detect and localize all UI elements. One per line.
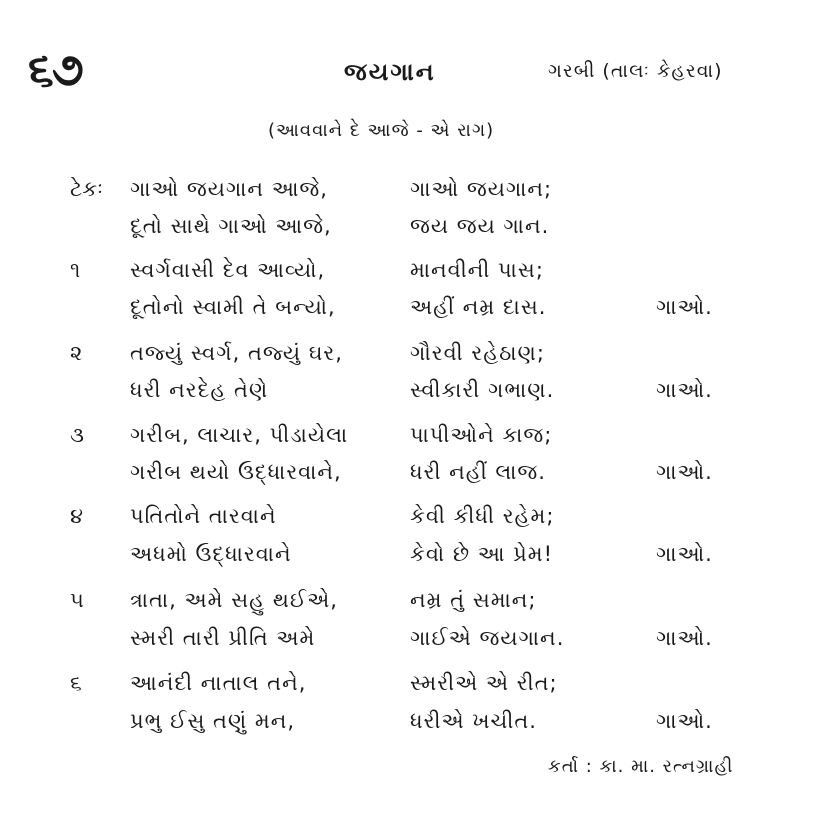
refrain-cue: ગાઓ. (656, 378, 713, 402)
line-part-2: સ્મરીએ એ રીત; (410, 671, 558, 695)
hymn-number: ૬૭ (28, 42, 82, 96)
verse-line (0, 665, 826, 701)
refrain-cue: ગાઓ. (656, 542, 713, 566)
verse-number: ૨ (70, 341, 83, 365)
line-part-1: પતિતોને તારવાને (130, 504, 277, 528)
line-part-2: જય જય ગાન. (410, 214, 550, 238)
refrain-cue: ગાઓ. (656, 709, 713, 733)
verse-line (0, 372, 826, 408)
verse-line (0, 252, 826, 288)
line-part-2: કેવી કીધી રહેમ; (410, 504, 555, 528)
line-part-1: સ્મરી તારી પ્રીતિ અમે (130, 626, 316, 650)
line-part-1: સ્વર્ગવાસી દેવ આવ્યો, (130, 258, 326, 282)
line-part-1: આનંદી નાતાલ તને, (130, 671, 307, 695)
verse-number: ૩ (70, 423, 84, 447)
verse-number: ૬ (70, 671, 82, 695)
verse-line (0, 335, 826, 371)
refrain-cue: ગાઓ. (656, 626, 713, 650)
verse-line (0, 582, 826, 618)
verse-line (0, 620, 826, 656)
verse-line (0, 289, 826, 325)
verse-number: ૧ (70, 258, 81, 282)
refrain-cue: ગાઓ. (656, 295, 713, 319)
verse-number: ૫ (70, 588, 84, 612)
line-part-2: ગાઈએ જયગાન. (410, 626, 565, 650)
refrain-cue: ગાઓ. (656, 460, 713, 484)
line-part-2: ગૌરવી રહેઠાણ; (410, 341, 545, 365)
line-part-2: ધરીએ ખચીત. (410, 709, 537, 733)
verse-number: ૪ (70, 504, 84, 528)
chorus-label: ટેકઃ (70, 177, 104, 201)
verse-line (0, 454, 826, 490)
line-part-1: પ્રભુ ઈસુ તણું મન, (130, 709, 296, 733)
line-part-1: ગાઓ જયગાન આજે, (130, 177, 328, 201)
hymn-meter: ગરબી (તાલઃ કેહરવા) (548, 60, 723, 82)
line-part-1: ગરીબ થયો ઉદ્ધારવાને, (130, 460, 342, 484)
verse-line (0, 703, 826, 739)
line-part-1: દૂતો સાથે ગાઓ આજે, (130, 214, 332, 238)
line-part-2: ધરી નહીં લાજ. (410, 460, 546, 484)
chorus-line (0, 171, 826, 207)
line-part-2: અહીં નમ્ર દાસ. (410, 295, 547, 319)
line-part-2: ગાઓ જયગાન; (410, 177, 553, 201)
verse-line (0, 536, 826, 572)
hymn-title: જયગાન (344, 58, 436, 86)
chorus-line (0, 208, 826, 244)
line-part-1: ધરી નરદેહ તેણે (130, 378, 269, 402)
verse-line (0, 417, 826, 453)
line-part-1: તજ્યું સ્વર્ગ, તજ્યું ઘર, (130, 341, 343, 365)
verse-line (0, 498, 826, 534)
line-part-1: અધમો ઉદ્ધારવાને (130, 542, 292, 566)
line-part-2: નમ્ર તું સમાન; (410, 588, 537, 612)
line-part-1: દૂતોનો સ્વામી તે બન્યો, (130, 295, 336, 319)
line-part-1: ગરીબ, લાચાર, પીડાયેલા (130, 423, 349, 447)
author-credit: કર્તા : કા. મા. રત્નગ્રાહી (548, 756, 734, 777)
line-part-2: માનવીની પાસ; (410, 258, 544, 282)
line-part-2: સ્વીકારી ગભાણ. (410, 378, 555, 402)
hymn-tune: (આવવાને દે આજે - એ રાગ) (268, 120, 495, 141)
line-part-1: ત્રાતા, અમે સહુ થઈએ, (130, 588, 338, 612)
line-part-2: પાપીઓને કાજ; (410, 423, 553, 447)
line-part-2: કેવો છે આ પ્રેમ! (410, 542, 554, 566)
